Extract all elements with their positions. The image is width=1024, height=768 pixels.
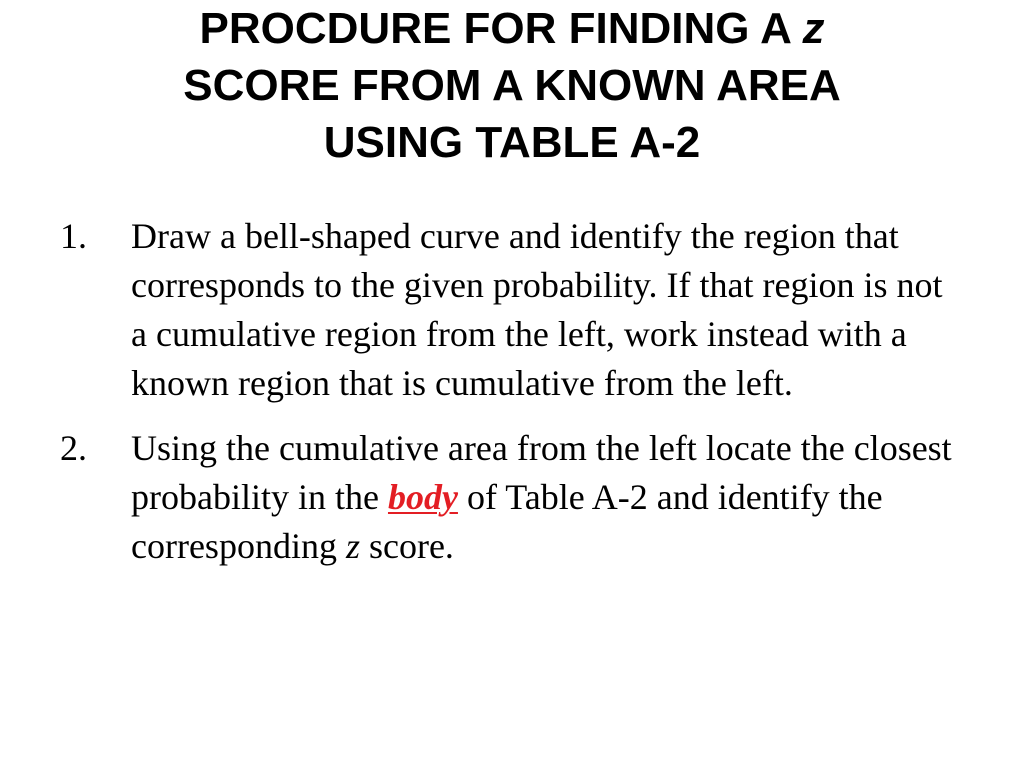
emphasis-body: body (387, 477, 458, 517)
step-text-before: Using the cumulative area from the left locate the closest probability in the (131, 428, 952, 517)
title-line-1 (40, 0, 984, 57)
slide-title (40, 0, 984, 171)
step-2 (60, 424, 960, 571)
step-number: 1. (60, 216, 87, 256)
step-text-after: score. (359, 526, 454, 566)
title-line-3: USING TABLE A-2 (323, 118, 701, 167)
title-z-variable: z (802, 4, 825, 53)
step-1 (60, 212, 960, 408)
title-line-1-text: PROCDURE FOR FINDING A (199, 4, 803, 53)
title-line-2: SCORE FROM A KNOWN AREA (183, 61, 841, 110)
step-number: 2. (60, 428, 87, 468)
steps-list (60, 212, 960, 587)
step-text: Draw a bell-shaped curve and identify the region that corresponds to the given probability. If that region is not a cumulative region from the left, work instead with a known region that is cumulative from the left. (131, 216, 943, 403)
step-text-middle: of Table A-2 and identify the corresponding (131, 477, 883, 566)
z-variable: z (345, 526, 360, 566)
